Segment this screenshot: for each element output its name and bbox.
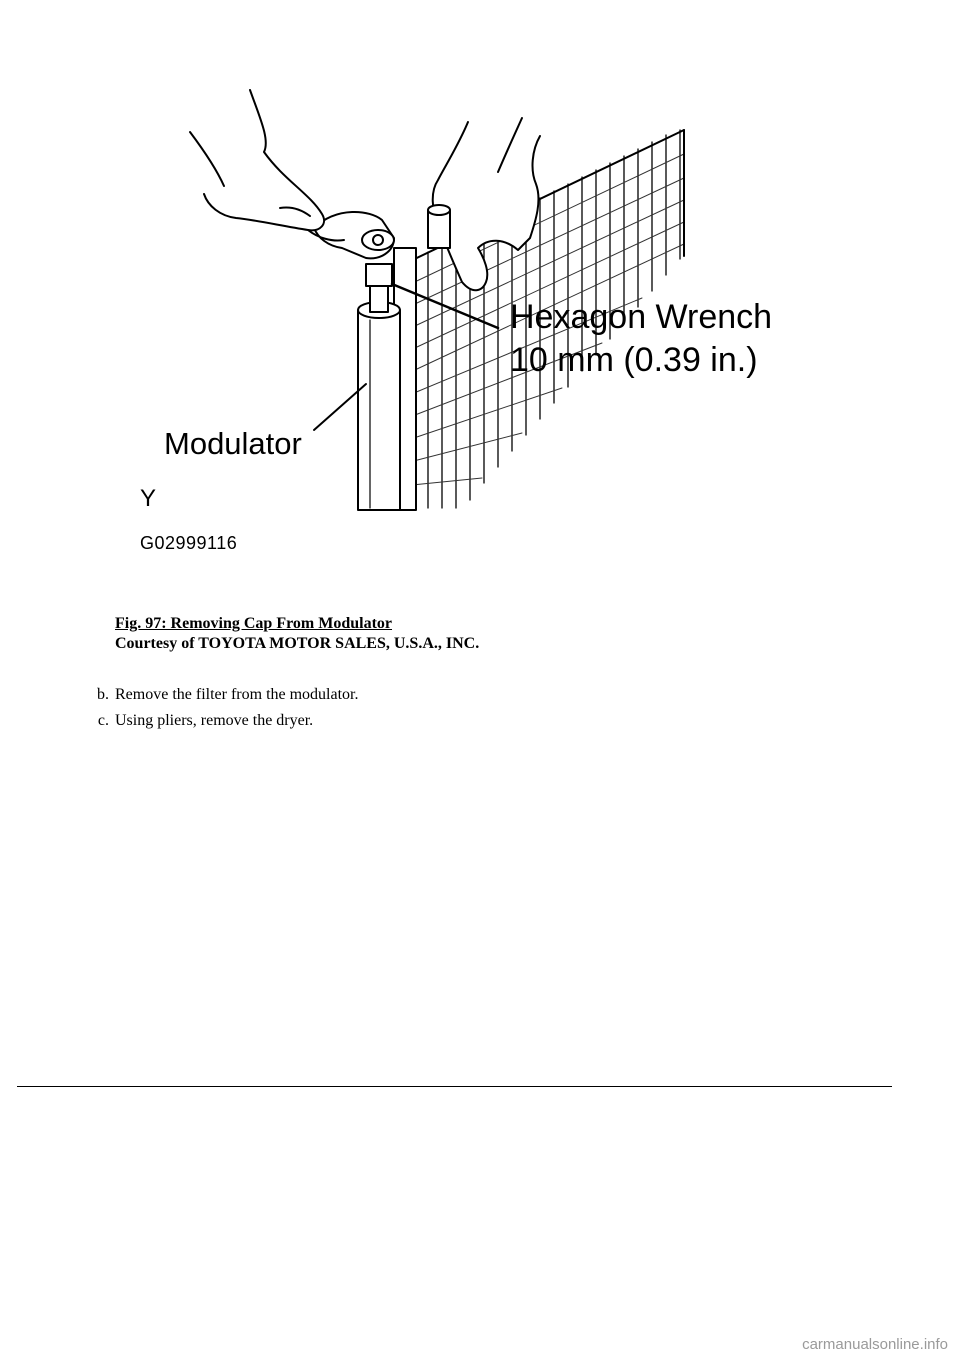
procedure-steps bbox=[73, 682, 359, 734]
site-watermark: carmanualsonline.info bbox=[802, 1336, 948, 1353]
page-footer-rule bbox=[17, 1086, 892, 1087]
hexagon-wrench-label: Hexagon Wrench bbox=[510, 298, 773, 336]
figure-code: G02999116 bbox=[140, 533, 238, 553]
figure-caption-title[interactable]: Fig. 97: Removing Cap From Modulator bbox=[115, 615, 393, 632]
figure-caption bbox=[115, 614, 479, 654]
list-item bbox=[73, 682, 359, 708]
step-marker: b. bbox=[97, 686, 109, 703]
list-item bbox=[73, 708, 359, 734]
figure-caption-credit: Courtesy of TOYOTA MOTOR SALES, U.S.A., INC. bbox=[115, 635, 480, 652]
step-marker: c. bbox=[97, 712, 109, 729]
step-text: Remove the filter from the modulator. bbox=[115, 686, 359, 703]
step-text: Using pliers, remove the dryer. bbox=[115, 712, 314, 729]
hexagon-wrench-size-label: 10 mm (0.39 in.) bbox=[510, 341, 758, 379]
modulator-label: Modulator bbox=[164, 426, 302, 461]
figure-y-mark: Y bbox=[140, 485, 157, 512]
figure-illustration bbox=[132, 88, 792, 558]
